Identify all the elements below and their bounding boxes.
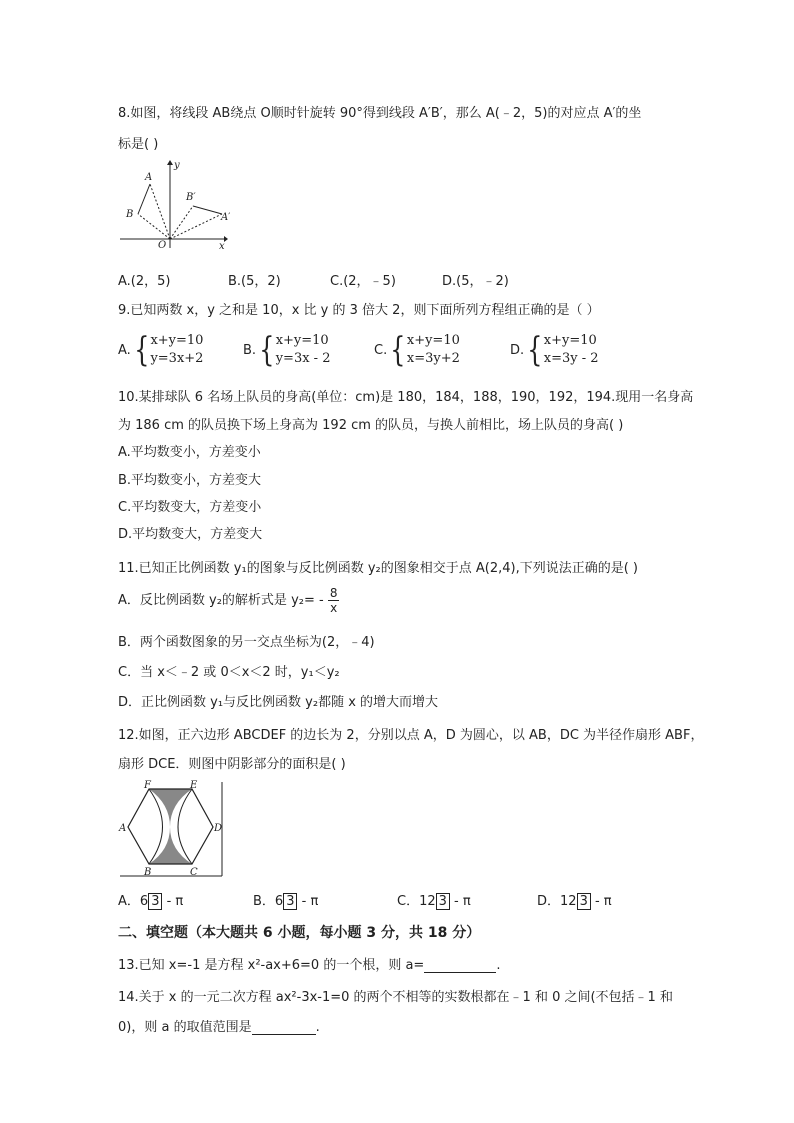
- q9-option-a-eq2: y=3x+2: [150, 351, 204, 366]
- q8-option-a: A.(2，5): [118, 274, 171, 289]
- q8-label-B: B: [126, 209, 134, 220]
- q9-option-d-eq2: x=3y - 2: [543, 351, 599, 366]
- sqrt-icon: [148, 893, 162, 910]
- q13-stem: [118, 954, 500, 973]
- q12-option-a-tail: - π: [162, 894, 184, 909]
- q8-label-B-prime: B′: [186, 192, 196, 203]
- q9-option-c-eq2: x=3y+2: [406, 351, 460, 366]
- q12-label-C: C: [190, 867, 198, 878]
- q13-end: .: [496, 958, 501, 973]
- q9-option-b-eq2: y=3x - 2: [275, 351, 331, 366]
- q12-option-b-radicand: 3: [286, 894, 295, 909]
- q11-fraction-numerator: 8: [329, 586, 338, 600]
- q12-stem-line2: 扇形 DCE．则图中阴影部分的面积是( ): [118, 757, 346, 772]
- q11-option-c: C．当 x＜﹣2 或 0＜x＜2 时，y₁＜y₂: [118, 665, 340, 680]
- q12-option-c-coef: 12: [419, 894, 436, 909]
- brace-icon: {: [390, 330, 406, 370]
- q9-stem: 9.已知两数 x，y 之和是 10，x 比 y 的 3 倍大 2，则下面所列方程组正确的是（ ）: [118, 303, 600, 318]
- q14-end: .: [315, 1020, 320, 1035]
- q12-stem-line1: 12.如图，正六边形 ABCDEF 的边长为 2，分别以点 A，D 为圆心，以 AB，DC 为半径作扇形 ABF，: [118, 728, 704, 743]
- q8-label-A-prime: A′: [221, 212, 230, 223]
- q12-option-b-label: B．: [253, 894, 275, 909]
- q9-option-c: [374, 332, 460, 368]
- q8-option-c: C.(2，﹣5): [330, 274, 396, 289]
- q11-fraction: [328, 586, 340, 615]
- q9-option-a-eq1: x+y=10: [150, 333, 204, 348]
- brace-icon: {: [259, 330, 275, 370]
- q12-label-E: E: [190, 780, 198, 791]
- q12-label-B: B: [144, 867, 152, 878]
- q12-option-d-tail: - π: [590, 894, 612, 909]
- q12-option-a: [118, 890, 183, 910]
- q13-answer-blank[interactable]: [424, 958, 496, 973]
- sqrt-icon: [283, 893, 297, 910]
- q12-label-A: A: [119, 823, 127, 834]
- q8-label-A: A: [145, 172, 153, 183]
- q12-option-b-coef: 6: [274, 894, 284, 909]
- q12-option-d-label: D．: [537, 894, 561, 909]
- q9-option-c-label: C.: [374, 342, 388, 358]
- q8-option-d: D.(5，﹣2): [442, 274, 509, 289]
- q8-label-x: x: [219, 241, 225, 250]
- q14-stem-line2: [118, 1016, 320, 1035]
- q12-option-c: [397, 890, 471, 910]
- q12-option-d-coef: 12: [560, 894, 577, 909]
- q8-label-O: O: [158, 240, 167, 250]
- q9-option-b-label: B.: [243, 342, 257, 358]
- q14-answer-blank[interactable]: [252, 1020, 316, 1035]
- q14-stem-line1: 14.关于 x 的一元二次方程 ax²-3x-1=0 的两个不相等的实数根都在﹣1 和 0 之间(不包括﹣1 和: [118, 990, 673, 1005]
- q10-option-b: B.平均数变小，方差变大: [118, 473, 262, 488]
- q9-option-a: [118, 332, 203, 368]
- q9-option-b: [243, 332, 330, 368]
- q13-text: 13.已知 x=-1 是方程 x²-ax+6=0 的一个根，则 a=: [118, 958, 425, 973]
- q11-fraction-denominator: x: [330, 601, 338, 615]
- q12-option-c-tail: - π: [449, 894, 471, 909]
- q10-stem-line1: 10.某排球队 6 名场上队员的身高(单位：cm)是 180，184，188，190，192，194.现用一名身高: [118, 390, 694, 405]
- brace-icon: {: [527, 330, 543, 370]
- q12-figure: [118, 780, 228, 878]
- sqrt-icon: [577, 893, 591, 910]
- q12-option-a-coef: 6: [139, 894, 149, 909]
- q11-option-a-text: A．反比例函数 y₂的解析式是 y₂= -: [118, 593, 324, 608]
- q12-option-a-label: A．: [118, 894, 140, 909]
- q10-stem-line2: 为 186 cm 的队员换下场上身高为 192 cm 的队员，与换人前相比，场上队员的身高( ): [118, 418, 624, 433]
- q11-option-b: B．两个函数图象的另一交点坐标为(2，﹣4): [118, 635, 375, 650]
- q9-option-a-label: A.: [118, 342, 131, 358]
- q9-option-c-eq1: x+y=10: [406, 333, 460, 348]
- q11-option-d: D．正比例函数 y₁与反比例函数 y₂都随 x 的增大而增大: [118, 695, 439, 710]
- q12-option-c-radicand: 3: [438, 894, 447, 909]
- q10-option-c: C.平均数变大，方差变小: [118, 500, 262, 515]
- brace-icon: {: [134, 330, 150, 370]
- q12-option-c-label: C．: [397, 894, 420, 909]
- q14-text: 0)，则 a 的取值范围是: [118, 1020, 252, 1035]
- q12-option-d-radicand: 3: [579, 894, 588, 909]
- q10-option-a: A.平均数变小，方差变小: [118, 445, 261, 460]
- q11-stem: 11.已知正比例函数 y₁的图象与反比例函数 y₂的图象相交于点 A(2,4),下列说法正确的是( ): [118, 561, 639, 576]
- q9-option-d-label: D.: [510, 342, 525, 358]
- q8-figure: [118, 158, 230, 250]
- q11-option-a: [118, 586, 339, 615]
- q12-option-d: [537, 890, 612, 910]
- section-title: 二、填空题（本大题共 6 小题，每小题 3 分，共 18 分）: [118, 925, 481, 941]
- sqrt-icon: [436, 893, 450, 910]
- q8-stem-line2: 标是( ): [118, 137, 159, 152]
- q12-option-b: [253, 890, 318, 910]
- q8-stem-line1: 8.如图，将线段 AB绕点 O顺时针旋转 90°得到线段 A′B′，那么 A(﹣2，5)的对应点 A′的坐: [118, 106, 642, 121]
- q12-option-b-tail: - π: [297, 894, 319, 909]
- q9-option-d: [510, 332, 599, 368]
- q12-option-a-radicand: 3: [151, 894, 160, 909]
- q12-label-D: D: [214, 823, 223, 834]
- q9-option-b-eq1: x+y=10: [275, 333, 329, 348]
- q8-label-y: y: [174, 160, 180, 171]
- q10-option-d: D.平均数变大，方差变大: [118, 527, 263, 542]
- q12-label-F: F: [144, 780, 151, 791]
- q9-option-d-eq1: x+y=10: [543, 333, 597, 348]
- q8-option-b: B.(5，2): [228, 274, 281, 289]
